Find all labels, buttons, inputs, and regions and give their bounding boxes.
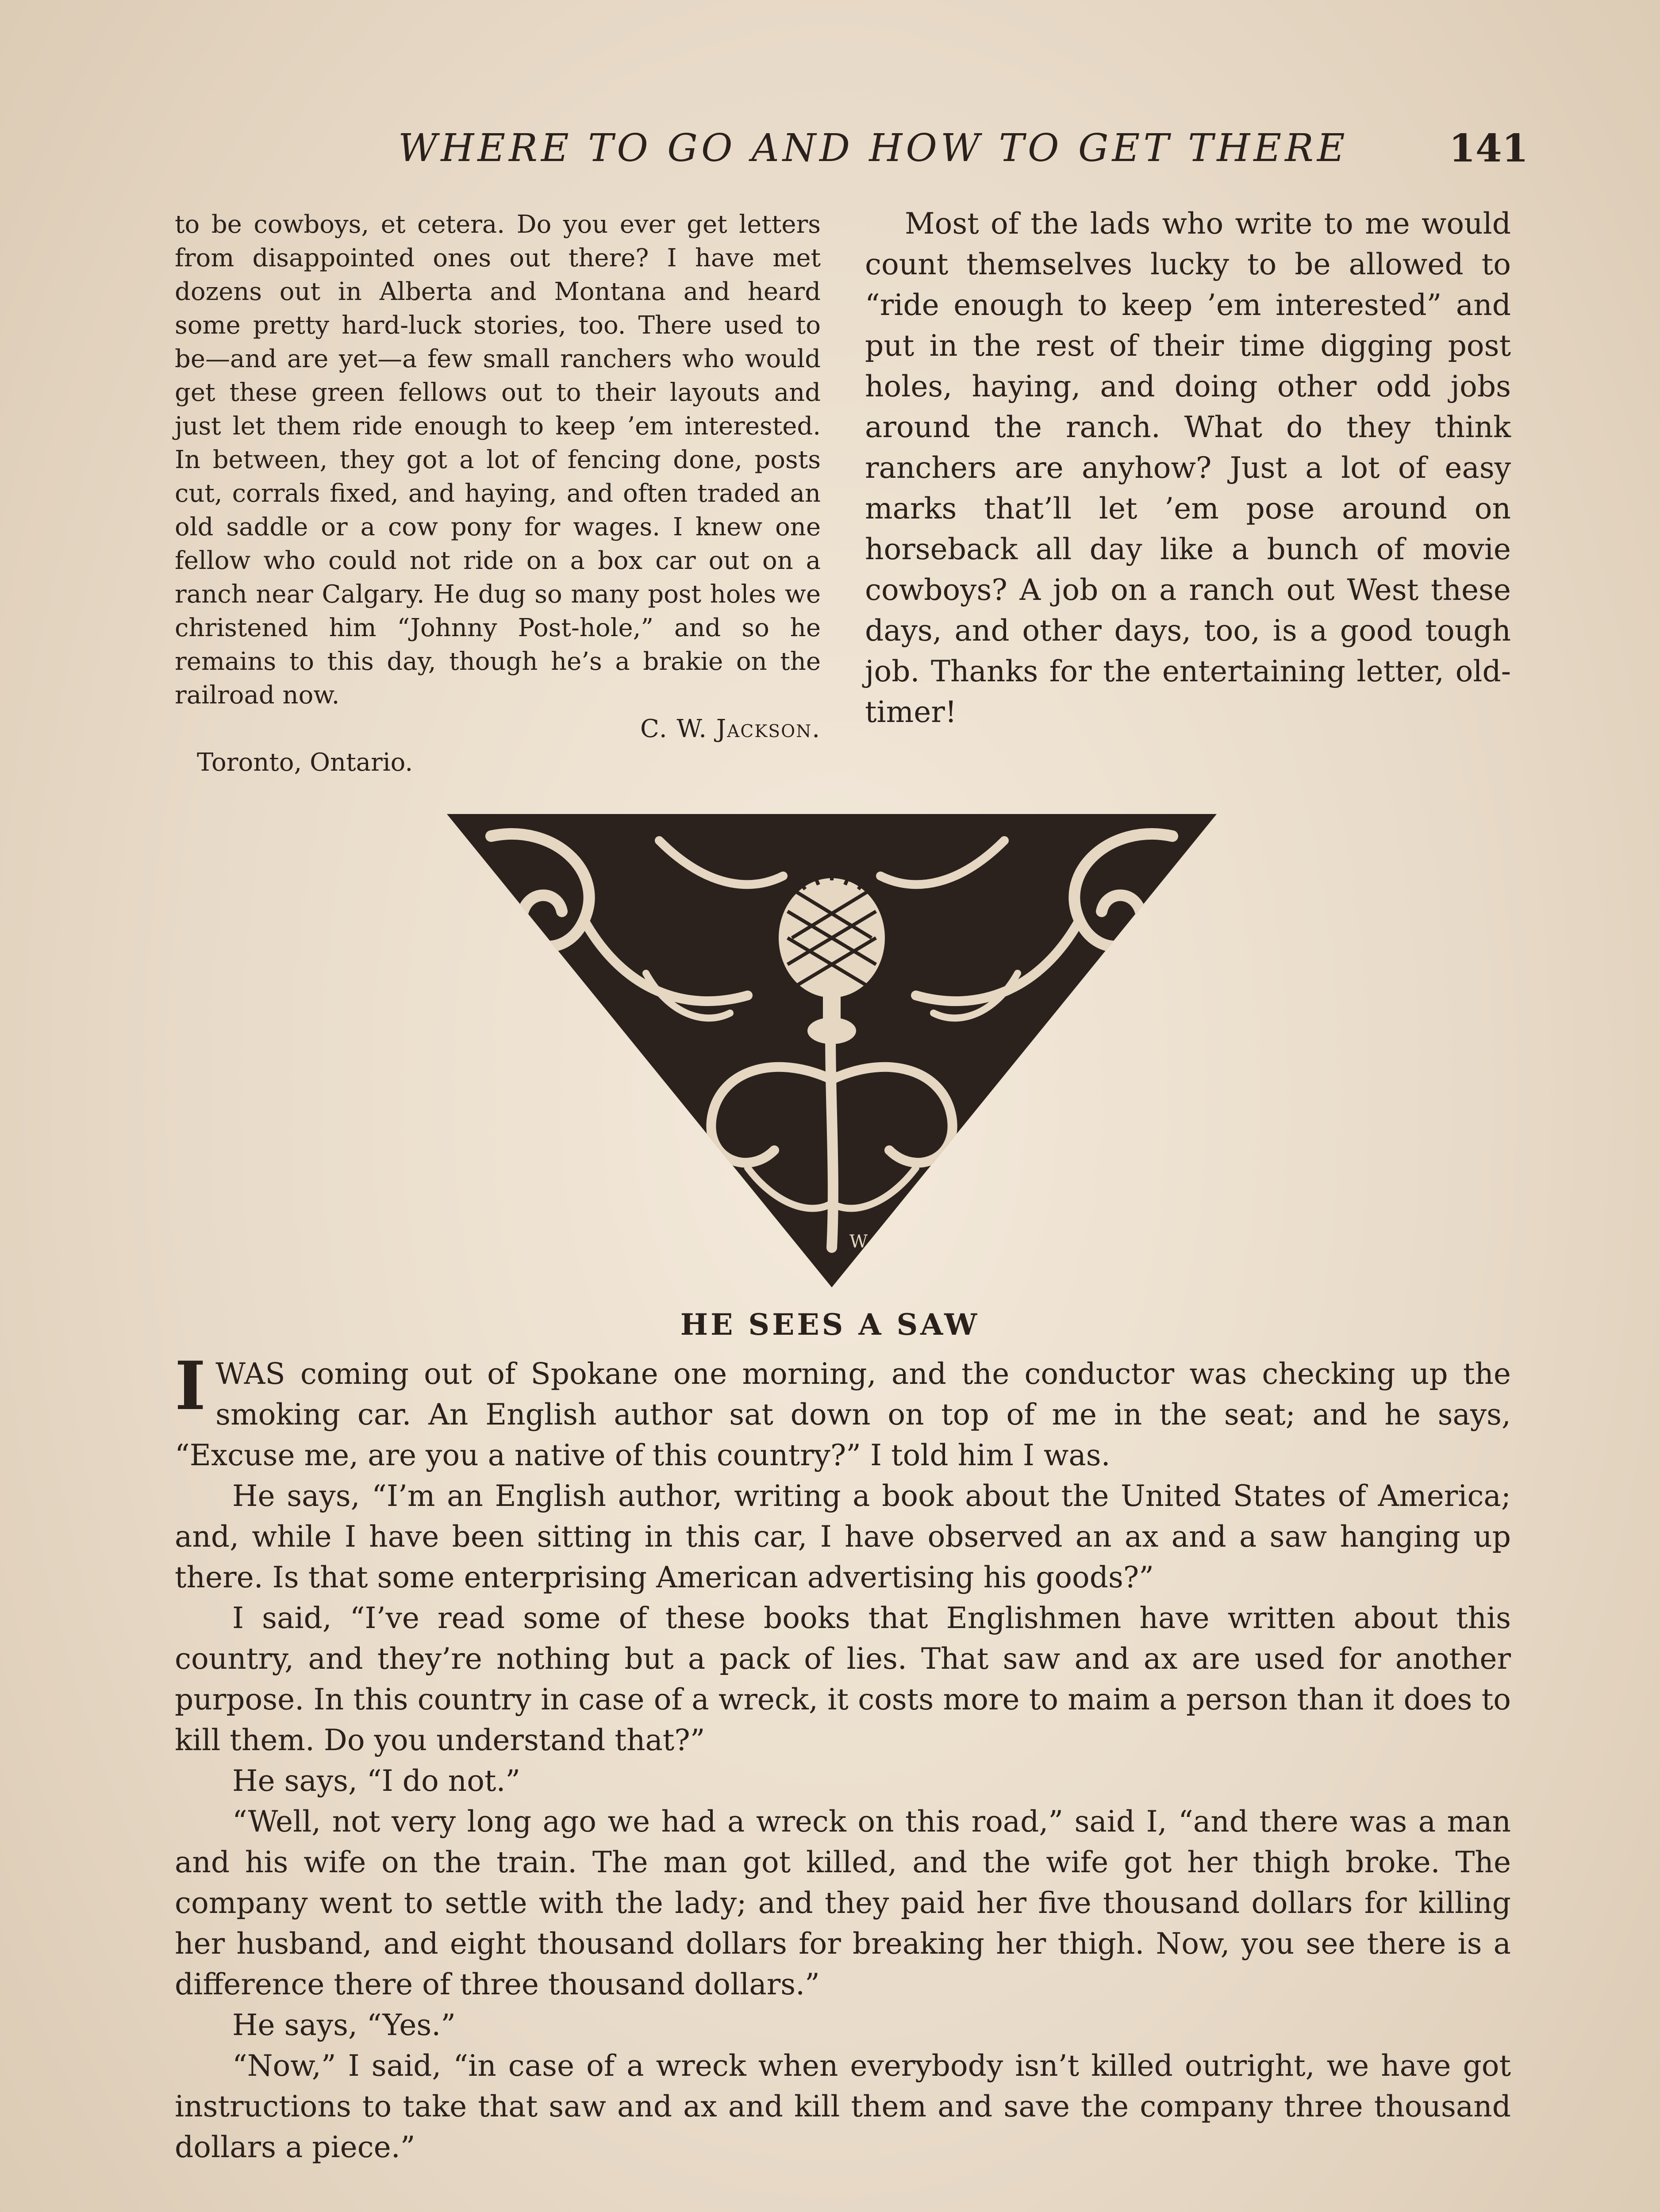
running-header xyxy=(0,126,1660,179)
drop-cap: I xyxy=(175,1347,206,1425)
story-paragraph: “Well, not very long ago we had a wreck on this road,” said I, “and there was a man and his wife on the train. The man got killed, and the wife got her thigh broke. The company went to settle with the lady; and they paid her five thousand dollars for killing her husband, and eight thousand dollars for breaking her thigh. Now, you see there is a difference there of three thousand dollars.” xyxy=(175,1805,1511,2001)
story-paragraph: “Now,” I said, “in case of a wreck when everybody isn’t killed outright, we have got instructions to take that saw and ax and kill them and save the company three thousand dollars a piece.” xyxy=(175,2049,1511,2164)
story-paragraph: He says, “I do not.” xyxy=(232,1764,521,1798)
story-paragraph-text: WAS coming out of Spokane one morning, and the conductor was checking up the smoking car. An English author sat down on top of me in the seat; and he says, “Excuse me, are you a native of this country?” I told him I was. xyxy=(175,1357,1511,1472)
running-title: WHERE TO GO AND HOW TO GET THERE xyxy=(398,126,1349,170)
story-title: HE SEES A SAW xyxy=(680,1307,980,1342)
svg-text:W: W xyxy=(849,1232,868,1252)
letter-location: Toronto, Ontario. xyxy=(197,748,413,777)
reply-body: Most of the lads who write to me would count themselves lucky to be allowed to “ride enough to keep ’em interested” and put in the rest of their time digging post holes, haying, and doing other odd jobs around the ranch. What do they think ranchers are anyhow? Just a lot of easy marks that’ll let ’em pose around on horseback all day like a bunch of movie cowboys? A job on a ranch out West these days, and other days, too, is a good tough job. Thanks for the entertaining letter, old-timer! xyxy=(865,207,1511,729)
letter-body: to be cowboys, et cetera. Do you ever get letters from disappointed ones out there? I have met dozens out in Alberta and Montana and heard some pretty hard-luck stories, too. There used to be—and are yet—a few small ranchers who would get these green fellows out to their layouts and just let them ride enough to keep ’em interested. In between, they got a lot of fencing done, posts cut, corrals fixed, and haying, and often traded an old saddle or a cow pony for wages. I knew one fellow who could not ride on a box car out on a ranch near Calgary. He dug so many post holes we christened him “Johnny Post-hole,” and so he remains to this day, though he’s a brakie on the railroad now. xyxy=(175,210,821,710)
page-number: 141 xyxy=(1449,126,1529,171)
letter-signature: C. W. Jackson. xyxy=(640,714,821,743)
story-paragraph: He says, “I’m an English author, writing a book about the United States of America; and, while I have been sitting in this car, I have observed an ax and a saw hanging up there. Is that some enterprising American advertising his goods?” xyxy=(175,1479,1511,1594)
thistle-ornament-icon xyxy=(438,805,1226,1296)
letter-column xyxy=(175,208,821,780)
story-paragraph xyxy=(175,1347,1511,1476)
letter-signature-line xyxy=(175,712,821,746)
story-paragraph: I said, “I’ve read some of these books that Englishmen have written about this country, and they’re nothing but a pack of lies. That saw and ax are used for another purpose. In this country in case of a wreck, it costs more to maim a person than it does to kill them. Do you understand that?” xyxy=(175,1601,1511,1757)
reply-column xyxy=(865,204,1511,733)
story-paragraph: He says, “Yes.” xyxy=(232,2008,456,2042)
story-body xyxy=(175,1347,1511,2168)
